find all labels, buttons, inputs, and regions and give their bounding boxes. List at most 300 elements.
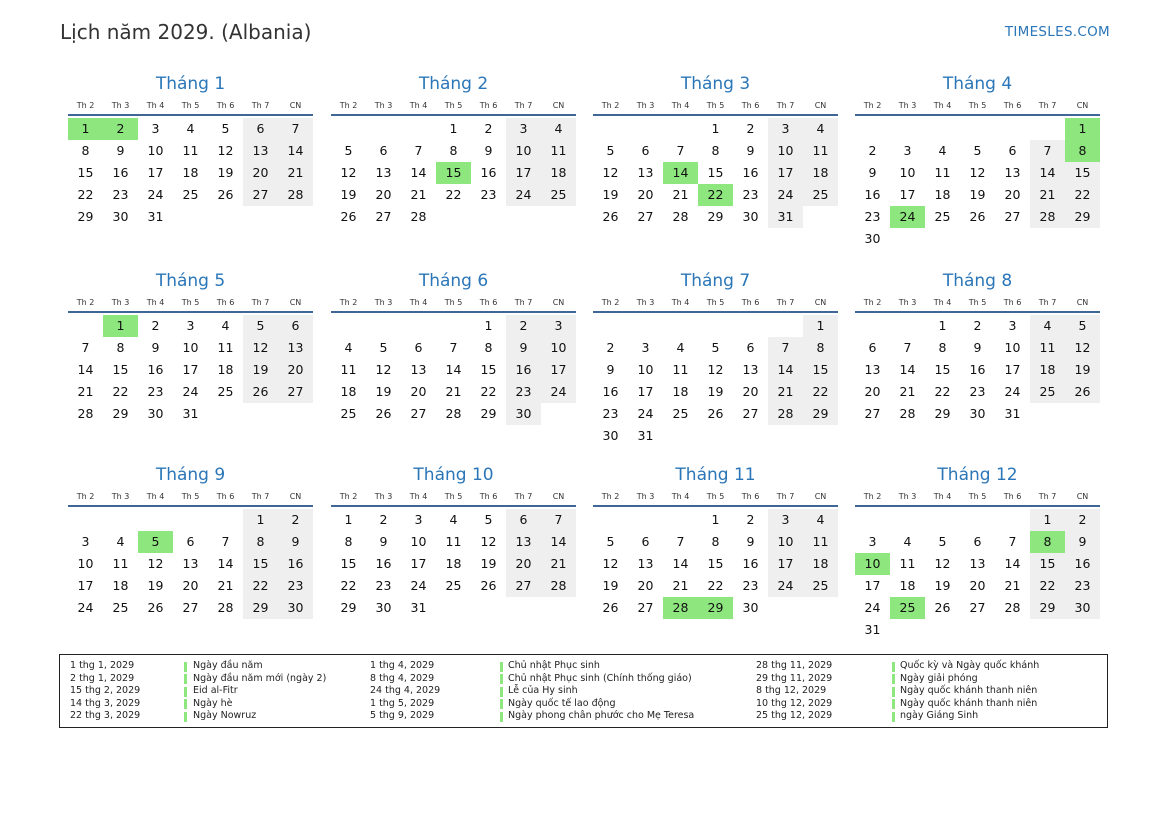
day-cell: 27 (742, 406, 759, 421)
day-cell: 24 (768, 184, 803, 206)
day-cell: 1 (711, 512, 720, 527)
weekday-label: Th 6 (216, 298, 235, 307)
weekday-label: Th 2 (601, 298, 620, 307)
month-name: Tháng 4 (942, 74, 1013, 94)
day-cell: 19 (1065, 359, 1100, 381)
day-cell: 15 (803, 359, 838, 381)
day-cell: 20 (864, 384, 881, 399)
day-cell: 2 (1065, 509, 1100, 531)
day-cell: 6 (973, 534, 982, 549)
day-cell: 9 (278, 531, 313, 553)
weekday-header (68, 97, 313, 116)
day-cell: 4 (116, 534, 125, 549)
day-cell: 3 (903, 143, 912, 158)
day-cell: 23 (742, 187, 759, 202)
holiday-day-cell: 29 (698, 597, 733, 619)
day-cell: 4 (938, 143, 947, 158)
day-cell: 9 (606, 362, 615, 377)
weekday-label: CN (552, 101, 565, 110)
empty-cell (628, 315, 663, 337)
weekday-label: Th 4 (146, 492, 165, 501)
day-cell: 11 (445, 534, 462, 549)
weekday-label: Th 5 (444, 101, 463, 110)
day-cell: 17 (147, 165, 164, 180)
day-cell: 26 (217, 187, 234, 202)
day-cell: 4 (186, 121, 195, 136)
holiday-day-cell: 8 (1065, 140, 1100, 162)
day-cell: 24 (182, 384, 199, 399)
legend-color-marker (892, 674, 895, 684)
day-cell: 14 (445, 362, 462, 377)
day-cell: 6 (506, 509, 541, 531)
day-cell: 6 (641, 143, 650, 158)
legend-color-marker (500, 662, 503, 672)
weekday-label: Th 4 (409, 298, 428, 307)
weekday-label: Th 6 (479, 298, 498, 307)
day-cell: 30 (1065, 597, 1100, 619)
empty-cell (401, 118, 436, 140)
holiday-day-cell: 1 (68, 118, 103, 140)
day-cell: 4 (903, 534, 912, 549)
day-cell: 9 (1065, 531, 1100, 553)
weekday-label: Th 2 (863, 101, 882, 110)
day-cell: 16 (742, 556, 759, 571)
weekday-label: Th 7 (514, 101, 533, 110)
page-title: Lịch năm 2029. (Albania) (60, 20, 312, 44)
weekday-label: Th 4 (671, 298, 690, 307)
day-cell: 29 (1065, 206, 1100, 228)
day-cell: 25 (340, 406, 357, 421)
day-cell: 20 (182, 578, 199, 593)
day-cell: 17 (541, 359, 576, 381)
empty-cell (331, 315, 366, 337)
empty-cell (593, 509, 628, 531)
weekday-header (331, 97, 576, 116)
day-cell: 18 (672, 384, 689, 399)
weekday-label: Th 4 (409, 492, 428, 501)
day-cell: 22 (1065, 184, 1100, 206)
day-cell: 31 (410, 600, 427, 615)
weekday-label: Th 3 (898, 298, 917, 307)
day-cell: 30 (506, 403, 541, 425)
day-cell: 27 (506, 575, 541, 597)
legend-color-marker (184, 699, 187, 709)
day-grid (593, 313, 838, 447)
day-cell: 20 (243, 162, 278, 184)
day-cell: 1 (711, 121, 720, 136)
day-cell: 5 (711, 340, 720, 355)
day-cell: 12 (217, 143, 234, 158)
day-cell: 11 (803, 140, 838, 162)
day-cell: 13 (1004, 165, 1021, 180)
legend-date: 1 thg 4, 2029 (370, 660, 435, 671)
day-cell: 9 (116, 143, 125, 158)
weekday-label: Th 2 (863, 492, 882, 501)
day-cell: 20 (637, 578, 654, 593)
month-12 (855, 462, 1100, 641)
empty-cell (663, 118, 698, 140)
day-cell: 3 (768, 118, 803, 140)
empty-cell (628, 118, 663, 140)
day-cell: 14 (899, 362, 916, 377)
day-cell: 6 (243, 118, 278, 140)
empty-cell (855, 315, 890, 337)
day-cell: 28 (410, 209, 427, 224)
day-cell: 17 (768, 162, 803, 184)
weekday-label: Th 7 (514, 492, 533, 501)
day-cell: 13 (182, 556, 199, 571)
holiday-day-cell: 22 (698, 184, 733, 206)
month-name: Tháng 12 (937, 465, 1018, 485)
weekday-label: Th 4 (146, 101, 165, 110)
day-cell: 27 (182, 600, 199, 615)
day-cell: 25 (541, 184, 576, 206)
month-11 (593, 462, 838, 619)
day-cell: 5 (938, 534, 947, 549)
day-cell: 11 (899, 556, 916, 571)
holiday-day-cell: 25 (890, 597, 925, 619)
month-6 (331, 268, 576, 425)
day-grid (593, 116, 838, 228)
day-cell: 23 (1065, 575, 1100, 597)
day-cell: 1 (803, 315, 838, 337)
day-cell: 7 (1030, 140, 1065, 162)
legend-holiday-name: Ngày quốc tế lao động (508, 697, 616, 709)
day-cell: 22 (803, 381, 838, 403)
weekday-label: Th 6 (216, 101, 235, 110)
day-cell: 17 (77, 578, 94, 593)
day-cell: 19 (147, 578, 164, 593)
month-name: Tháng 7 (680, 271, 751, 291)
legend-date: 14 thg 3, 2029 (70, 697, 141, 709)
day-cell: 3 (1008, 318, 1017, 333)
day-cell: 13 (637, 556, 654, 571)
day-cell: 10 (147, 143, 164, 158)
day-grid (331, 313, 576, 425)
day-cell: 7 (81, 340, 90, 355)
legend-color-marker (184, 687, 187, 697)
empty-cell (436, 315, 471, 337)
day-cell: 18 (217, 362, 234, 377)
day-cell: 24 (1004, 384, 1021, 399)
day-cell: 27 (637, 209, 654, 224)
holiday-day-cell: 14 (663, 162, 698, 184)
day-cell: 4 (221, 318, 230, 333)
day-cell: 12 (340, 165, 357, 180)
day-cell: 16 (602, 384, 619, 399)
month-1 (68, 71, 313, 228)
day-cell: 29 (77, 209, 94, 224)
day-cell: 26 (969, 209, 986, 224)
weekday-label: Th 7 (251, 492, 270, 501)
weekday-label: Th 4 (146, 298, 165, 307)
day-cell: 22 (112, 384, 129, 399)
day-cell: 20 (637, 187, 654, 202)
empty-cell (593, 118, 628, 140)
legend-holiday-name: Ngày quốc khánh thanh niên (900, 685, 1038, 696)
day-cell: 15 (707, 165, 724, 180)
empty-cell (138, 509, 173, 531)
legend-color-marker (184, 662, 187, 672)
legend-holiday-name: Ngày phong chân phước cho Mẹ Teresa (508, 710, 695, 721)
day-cell: 13 (278, 337, 313, 359)
day-cell: 21 (77, 384, 94, 399)
month-3 (593, 71, 838, 228)
weekday-label: Th 6 (1003, 101, 1022, 110)
weekday-label: CN (552, 298, 565, 307)
day-cell: 11 (182, 143, 199, 158)
day-cell: 7 (768, 337, 803, 359)
legend-holiday-name: ngày Giáng Sinh (900, 710, 979, 721)
day-cell: 6 (414, 340, 423, 355)
day-cell: 5 (484, 512, 493, 527)
empty-cell (173, 509, 208, 531)
day-cell: 26 (480, 578, 497, 593)
weekday-label: CN (814, 298, 827, 307)
day-cell: 12 (707, 362, 724, 377)
day-cell: 27 (278, 381, 313, 403)
empty-cell (68, 509, 103, 531)
weekday-label: Th 3 (374, 492, 393, 501)
day-cell: 9 (746, 143, 755, 158)
day-cell: 21 (541, 553, 576, 575)
weekday-label: Th 2 (76, 492, 95, 501)
weekday-label: Th 5 (181, 298, 200, 307)
day-cell: 31 (864, 622, 881, 637)
day-cell: 20 (506, 553, 541, 575)
weekday-header (855, 294, 1100, 313)
day-cell: 6 (379, 143, 388, 158)
weekday-label: Th 4 (671, 492, 690, 501)
day-cell: 1 (484, 318, 493, 333)
day-cell: 14 (217, 556, 234, 571)
weekday-header (68, 488, 313, 507)
day-cell: 1 (243, 509, 278, 531)
day-cell: 7 (676, 534, 685, 549)
day-cell: 17 (864, 578, 881, 593)
weekday-label: Th 5 (706, 298, 725, 307)
day-cell: 27 (375, 209, 392, 224)
day-cell: 1 (1030, 509, 1065, 531)
day-cell: 18 (182, 165, 199, 180)
weekday-header (331, 488, 576, 507)
day-cell: 29 (934, 406, 951, 421)
day-cell: 14 (672, 556, 689, 571)
site-link[interactable]: TIMESLES.COM (1004, 24, 1110, 40)
empty-cell (925, 118, 960, 140)
day-cell: 16 (375, 556, 392, 571)
day-cell: 22 (707, 578, 724, 593)
month-name: Tháng 8 (942, 271, 1013, 291)
day-cell: 1 (938, 318, 947, 333)
holiday-day-cell: 24 (890, 206, 925, 228)
empty-cell (593, 315, 628, 337)
day-grid (855, 313, 1100, 425)
day-cell: 13 (637, 165, 654, 180)
weekday-label: Th 2 (339, 101, 358, 110)
weekday-label: Th 5 (706, 101, 725, 110)
weekday-header (855, 97, 1100, 116)
day-cell: 26 (243, 381, 278, 403)
day-cell: 7 (1008, 534, 1017, 549)
day-cell: 19 (243, 359, 278, 381)
holiday-day-cell: 5 (138, 531, 173, 553)
day-cell: 11 (217, 340, 234, 355)
day-cell: 2 (746, 121, 755, 136)
month-10 (331, 462, 576, 619)
empty-cell (995, 509, 1030, 531)
day-cell: 11 (672, 362, 689, 377)
day-cell: 20 (742, 384, 759, 399)
legend-holiday-name: Ngày giải phóng (900, 672, 978, 684)
legend-date: 29 thg 11, 2029 (756, 672, 833, 684)
empty-cell (698, 315, 733, 337)
empty-cell (995, 118, 1030, 140)
day-cell: 7 (541, 509, 576, 531)
day-cell: 24 (637, 406, 654, 421)
day-cell: 5 (606, 143, 615, 158)
day-cell: 16 (969, 362, 986, 377)
weekday-header (593, 97, 838, 116)
day-cell: 15 (243, 553, 278, 575)
day-cell: 23 (278, 575, 313, 597)
weekday-label: Th 4 (409, 101, 428, 110)
day-cell: 31 (768, 206, 803, 228)
day-cell: 2 (278, 509, 313, 531)
day-cell: 23 (480, 187, 497, 202)
day-cell: 10 (506, 140, 541, 162)
day-cell: 17 (506, 162, 541, 184)
empty-cell (663, 315, 698, 337)
day-cell: 3 (81, 534, 90, 549)
day-cell: 28 (1004, 600, 1021, 615)
month-9 (68, 462, 313, 619)
day-cell: 19 (707, 384, 724, 399)
day-cell: 6 (746, 340, 755, 355)
day-cell: 17 (1004, 362, 1021, 377)
day-cell: 18 (541, 162, 576, 184)
day-cell: 5 (243, 315, 278, 337)
day-cell: 9 (868, 165, 877, 180)
day-cell: 8 (449, 143, 458, 158)
empty-cell (925, 509, 960, 531)
weekday-header (68, 294, 313, 313)
day-cell: 18 (803, 162, 838, 184)
weekday-label: Th 5 (968, 101, 987, 110)
day-cell: 16 (864, 187, 881, 202)
day-cell: 27 (969, 600, 986, 615)
weekday-label: Th 5 (706, 492, 725, 501)
day-cell: 19 (602, 578, 619, 593)
legend-color-marker (892, 687, 895, 697)
holiday-day-cell: 28 (663, 597, 698, 619)
day-cell: 11 (803, 531, 838, 553)
day-cell: 10 (768, 531, 803, 553)
weekday-label: Th 3 (636, 101, 655, 110)
day-cell: 9 (973, 340, 982, 355)
day-cell: 24 (768, 575, 803, 597)
legend-holiday-name: Eid al-Fitr (193, 685, 238, 696)
day-cell: 21 (1030, 184, 1065, 206)
day-cell: 21 (278, 162, 313, 184)
weekday-label: CN (289, 101, 302, 110)
day-cell: 28 (1030, 206, 1065, 228)
day-cell: 15 (1065, 162, 1100, 184)
weekday-label: CN (289, 492, 302, 501)
day-cell: 8 (938, 340, 947, 355)
day-cell: 21 (217, 578, 234, 593)
empty-cell (890, 118, 925, 140)
weekday-label: Th 5 (968, 492, 987, 501)
weekday-label: Th 3 (636, 492, 655, 501)
weekday-label: Th 6 (1003, 298, 1022, 307)
day-cell: 3 (506, 118, 541, 140)
day-cell: 29 (803, 403, 838, 425)
day-cell: 8 (344, 534, 353, 549)
day-cell: 25 (934, 209, 951, 224)
legend-color-marker (500, 687, 503, 697)
empty-cell (208, 509, 243, 531)
day-cell: 6 (278, 315, 313, 337)
day-cell: 24 (864, 600, 881, 615)
day-cell: 28 (672, 209, 689, 224)
weekday-label: CN (1076, 298, 1089, 307)
day-cell: 10 (541, 337, 576, 359)
weekday-header (331, 294, 576, 313)
day-cell: 6 (186, 534, 195, 549)
day-cell: 16 (506, 359, 541, 381)
day-cell: 2 (606, 340, 615, 355)
day-cell: 3 (151, 121, 160, 136)
weekday-label: CN (552, 492, 565, 501)
legend-holiday-name: Chủ nhật Phục sinh (Chính thống giáo) (508, 672, 692, 684)
month-name: Tháng 5 (155, 271, 226, 291)
day-cell: 9 (151, 340, 160, 355)
legend-date: 28 thg 11, 2029 (756, 660, 833, 671)
day-cell: 14 (541, 531, 576, 553)
day-cell: 13 (243, 140, 278, 162)
empty-cell (733, 315, 768, 337)
day-cell: 30 (147, 406, 164, 421)
day-cell: 3 (541, 315, 576, 337)
weekday-label: Th 5 (181, 492, 200, 501)
day-cell: 20 (1004, 187, 1021, 202)
day-cell: 16 (112, 165, 129, 180)
day-cell: 17 (410, 556, 427, 571)
weekday-label: Th 2 (76, 101, 95, 110)
month-name: Tháng 3 (680, 74, 751, 94)
day-cell: 12 (243, 337, 278, 359)
day-cell: 13 (864, 362, 881, 377)
day-grid (68, 116, 313, 228)
day-cell: 18 (1030, 359, 1065, 381)
day-cell: 30 (375, 600, 392, 615)
legend-holiday-name: Ngày đầu năm mới (ngày 2) (193, 672, 327, 684)
day-cell: 13 (969, 556, 986, 571)
weekday-label: CN (1076, 492, 1089, 501)
day-cell: 8 (81, 143, 90, 158)
day-cell: 16 (480, 165, 497, 180)
day-cell: 6 (1008, 143, 1017, 158)
day-cell: 5 (1065, 315, 1100, 337)
weekday-label: Th 3 (111, 492, 130, 501)
day-cell: 22 (934, 384, 951, 399)
day-cell: 12 (969, 165, 986, 180)
weekday-label: Th 3 (898, 101, 917, 110)
weekday-label: Th 6 (216, 492, 235, 501)
day-cell: 12 (602, 165, 619, 180)
day-cell: 17 (637, 384, 654, 399)
